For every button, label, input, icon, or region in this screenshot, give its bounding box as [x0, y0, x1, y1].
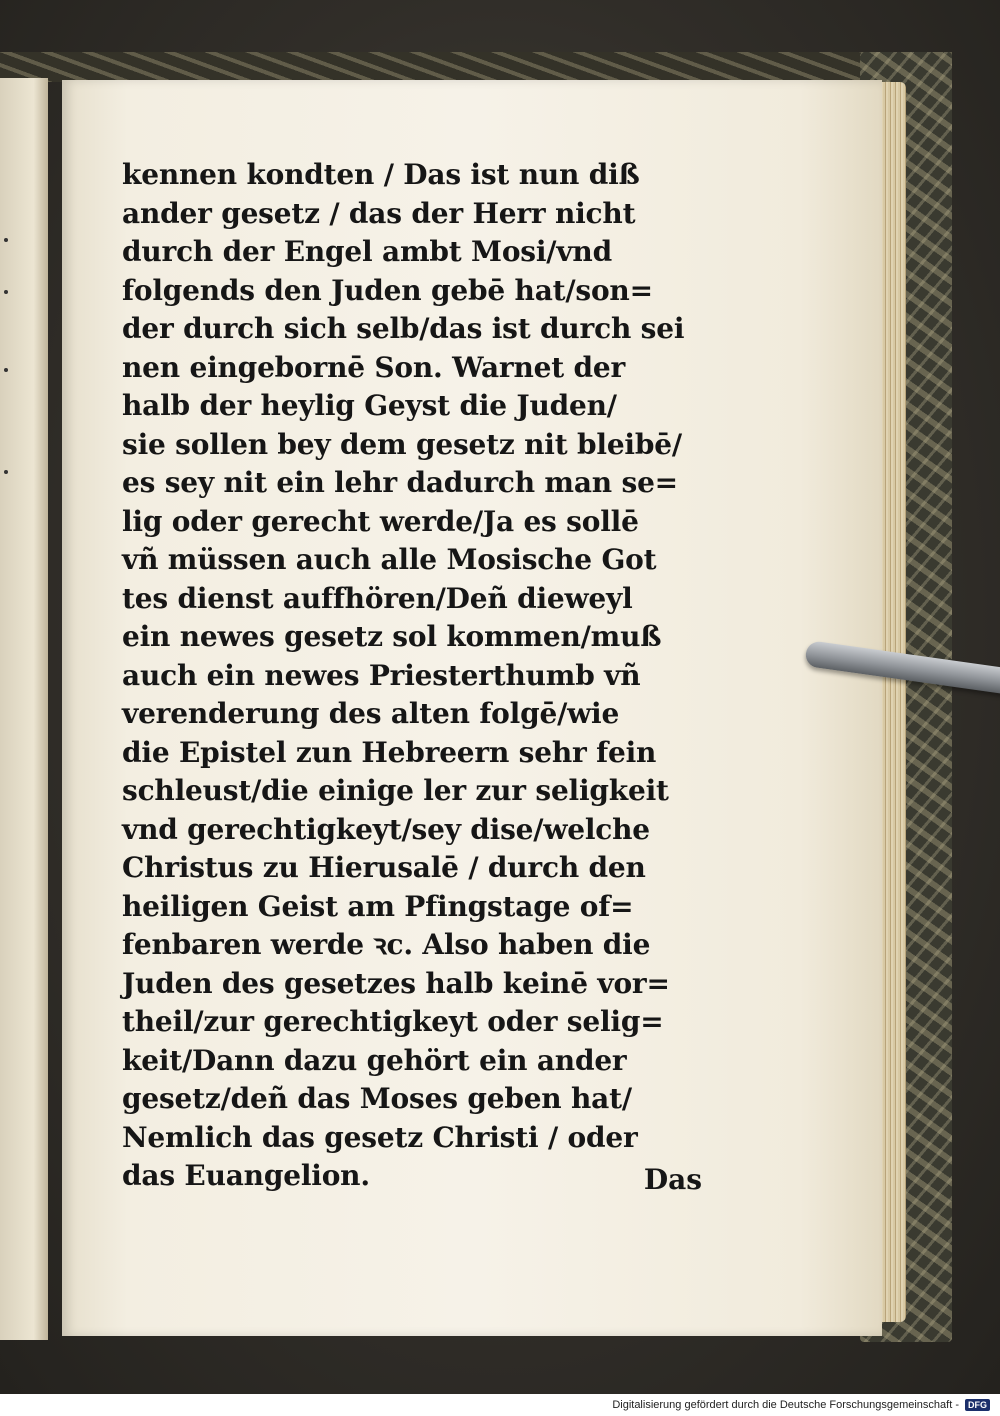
text-line: vnd gerechtigkeyt/sey dise/welche — [122, 812, 650, 846]
text-line: es sey nit ein lehr dadurch man se= — [122, 466, 678, 499]
margin-mark — [4, 368, 8, 372]
text-line: Nemlich das gesetz Christi / oder — [122, 1120, 638, 1154]
cover-top-edge — [0, 52, 952, 82]
text-line: fenbaren werde ꝛc. Also haben die — [122, 928, 651, 961]
margin-mark — [4, 470, 8, 474]
catchword: Das — [643, 1162, 702, 1196]
text-line: ein newes gesetz sol kommen/muß — [122, 620, 662, 653]
text-line: gesetz/deñ das Moses geben hat/ — [122, 1082, 632, 1115]
text-line: durch der Engel ambt Mosi/vnd — [122, 235, 612, 268]
text-line: lig oder gerecht werde/Ja es sollē — [122, 504, 639, 538]
text-line: folgends den Juden gebē hat/son= — [122, 273, 653, 307]
text-line: die Epistel zun Hebreern sehr fein — [122, 735, 657, 769]
text-line: Juden des gesetzes halb keinē vor= — [122, 966, 670, 1000]
footer-credit-bar — [0, 1394, 1000, 1416]
left-page-edge — [0, 78, 48, 1340]
dfg-logo-icon: DFG — [965, 1399, 990, 1411]
text-line: halb der heylig Geyst die Juden/ — [122, 389, 617, 422]
page-text-block — [122, 156, 702, 1196]
text-line: keit/Dann dazu gehört ein ander — [122, 1043, 627, 1077]
margin-mark — [4, 290, 8, 294]
text-line: kennen kondten / Das ist nun diß — [122, 158, 640, 191]
text-line: schleust/die einige ler zur seligkeit — [122, 774, 669, 807]
text-line: nen eingebornē Son. Warnet der — [122, 350, 626, 384]
text-line: verenderung des alten folgē/wie — [122, 697, 620, 730]
text-line: ander gesetz / das der Herr nicht — [122, 196, 636, 230]
text-line: tes dienst auffhören/Deñ dieweyl — [122, 581, 633, 615]
text-line: heiligen Geist am Pfingstage of= — [122, 889, 634, 923]
text-line: sie sollen bey dem gesetz nit bleibē/ — [122, 427, 682, 461]
text-line: Christus zu Hierusalē / durch den — [122, 851, 646, 884]
text-line: der durch sich selb/das ist durch sei — [122, 312, 685, 345]
text-line: auch ein newes Priesterthumb vñ — [122, 658, 641, 692]
margin-mark — [4, 238, 8, 242]
text-line: das Euangelion. — [122, 1159, 370, 1192]
text-line: theil/zur gerechtigkeyt oder selig= — [122, 1005, 664, 1038]
text-line: vñ müssen auch alle Mosische Got — [122, 543, 657, 576]
footer-credit-text: Digitalisierung gefördert durch die Deutsche Forschungsgemeinschaft - — [612, 1399, 959, 1411]
